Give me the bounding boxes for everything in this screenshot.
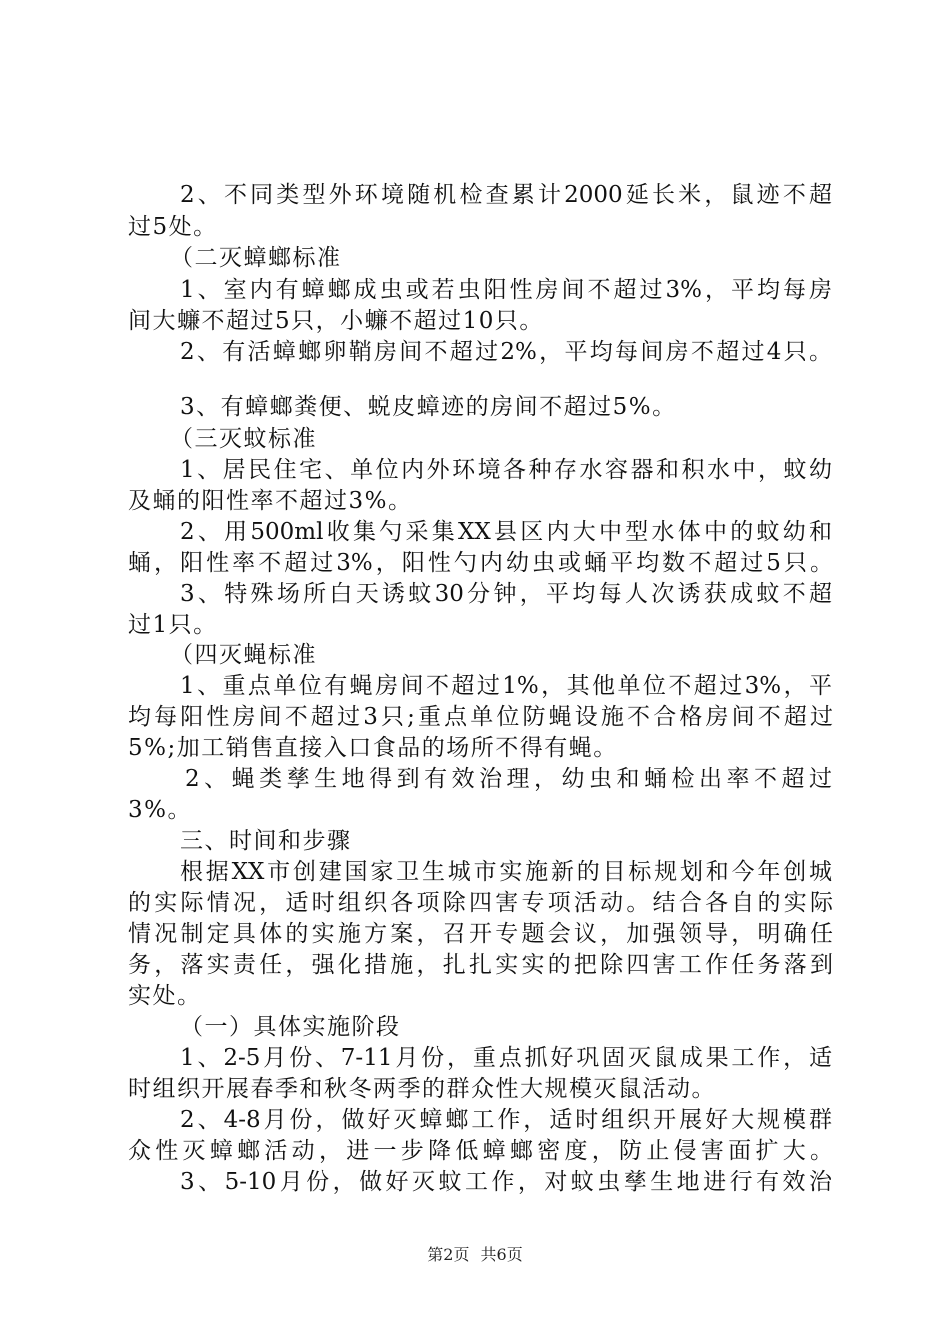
section-heading: （二灭蟑螂标准 [170,245,342,271]
text-line: 的实际情况，适时组织各项除四害专项活动。结合各自的实际 [128,890,833,916]
section-heading: （三灭蚊标准 [170,426,317,452]
text-line: 1、居民住宅、单位内外环境各种存水容器和积水中，蚊幼 [180,457,832,483]
section-heading: （一）具体实施阶段 [180,1014,401,1040]
text-line: 情况制定具体的实施方案，召开专题会议，加强领导，明确任 [128,921,833,947]
text-line: 5%;加工销售直接入口食品的场所不得有蝇。 [128,735,618,761]
text-line: 蛹，阳性率不超过3%，阳性勺内幼虫或蛹平均数不超过5只。 [128,550,833,576]
text-line: 及蛹的阳性率不超过3%。 [128,488,413,514]
text-line: 3、5-10月份，做好灭蚊工作，对蚊虫孳生地进行有效治 [180,1169,832,1195]
text-line: 过5处。 [128,214,218,240]
text-line: 众性灭蟑螂活动，进一步降低蟑螂密度，防止侵害面扩大。 [128,1138,833,1164]
text-line: 2、用500ml收集勺采集XX县区内大中型水体中的蚊幼和 [180,519,832,545]
text-line: 根据XX市创建国家卫生城市实施新的目标规划和今年创城 [180,859,832,885]
section-heading: 三、时间和步骤 [180,828,352,854]
text-line: 均每阳性房间不超过3只;重点单位防蝇设施不合格房间不超过 [128,704,833,730]
text-line: 时组织开展春季和秋冬两季的群众性大规模灭鼠活动。 [128,1076,716,1102]
text-line: 1、2-5月份、7-11月份，重点抓好巩固灭鼠成果工作，适 [180,1045,832,1071]
page-number: 第2页 [427,1245,470,1264]
text-line: 2、有活蟑螂卵鞘房间不超过2%，平均每间房不超过4只。 [180,339,832,365]
text-line: 过1只。 [128,612,218,638]
text-line: 1、室内有蟑螂成虫或若虫阳性房间不超过3%，平均每房 [180,277,832,303]
text-line: 3%。 [128,797,192,823]
text-line: 间大蠊不超过5只，小蠊不超过10只。 [128,308,544,334]
text-line: 2、蝇类孳生地得到有效治理，幼虫和蛹检出率不超过 [185,766,832,792]
text-line: 2、4-8月份，做好灭蟑螂工作，适时组织开展好大规模群 [180,1107,832,1133]
text-line: 实处。 [128,983,202,1009]
text-line: 2、不同类型外环境随机检查累计2000延长米，鼠迹不超 [180,182,832,208]
page-footer [0,1242,950,1265]
text-line: 务，落实责任，强化措施，扎扎实实的把除四害工作任务落到 [128,952,833,978]
text-line: 1、重点单位有蝇房间不超过1%，其他单位不超过3%，平 [180,673,832,699]
text-line: 3、特殊场所白天诱蚊30分钟，平均每人次诱获成蚊不超 [180,581,832,607]
text-line: 3、有蟑螂粪便、蜕皮蟑迹的房间不超过5%。 [180,394,677,420]
section-heading: （四灭蝇标准 [170,642,317,668]
page-total: 共6页 [480,1245,523,1264]
